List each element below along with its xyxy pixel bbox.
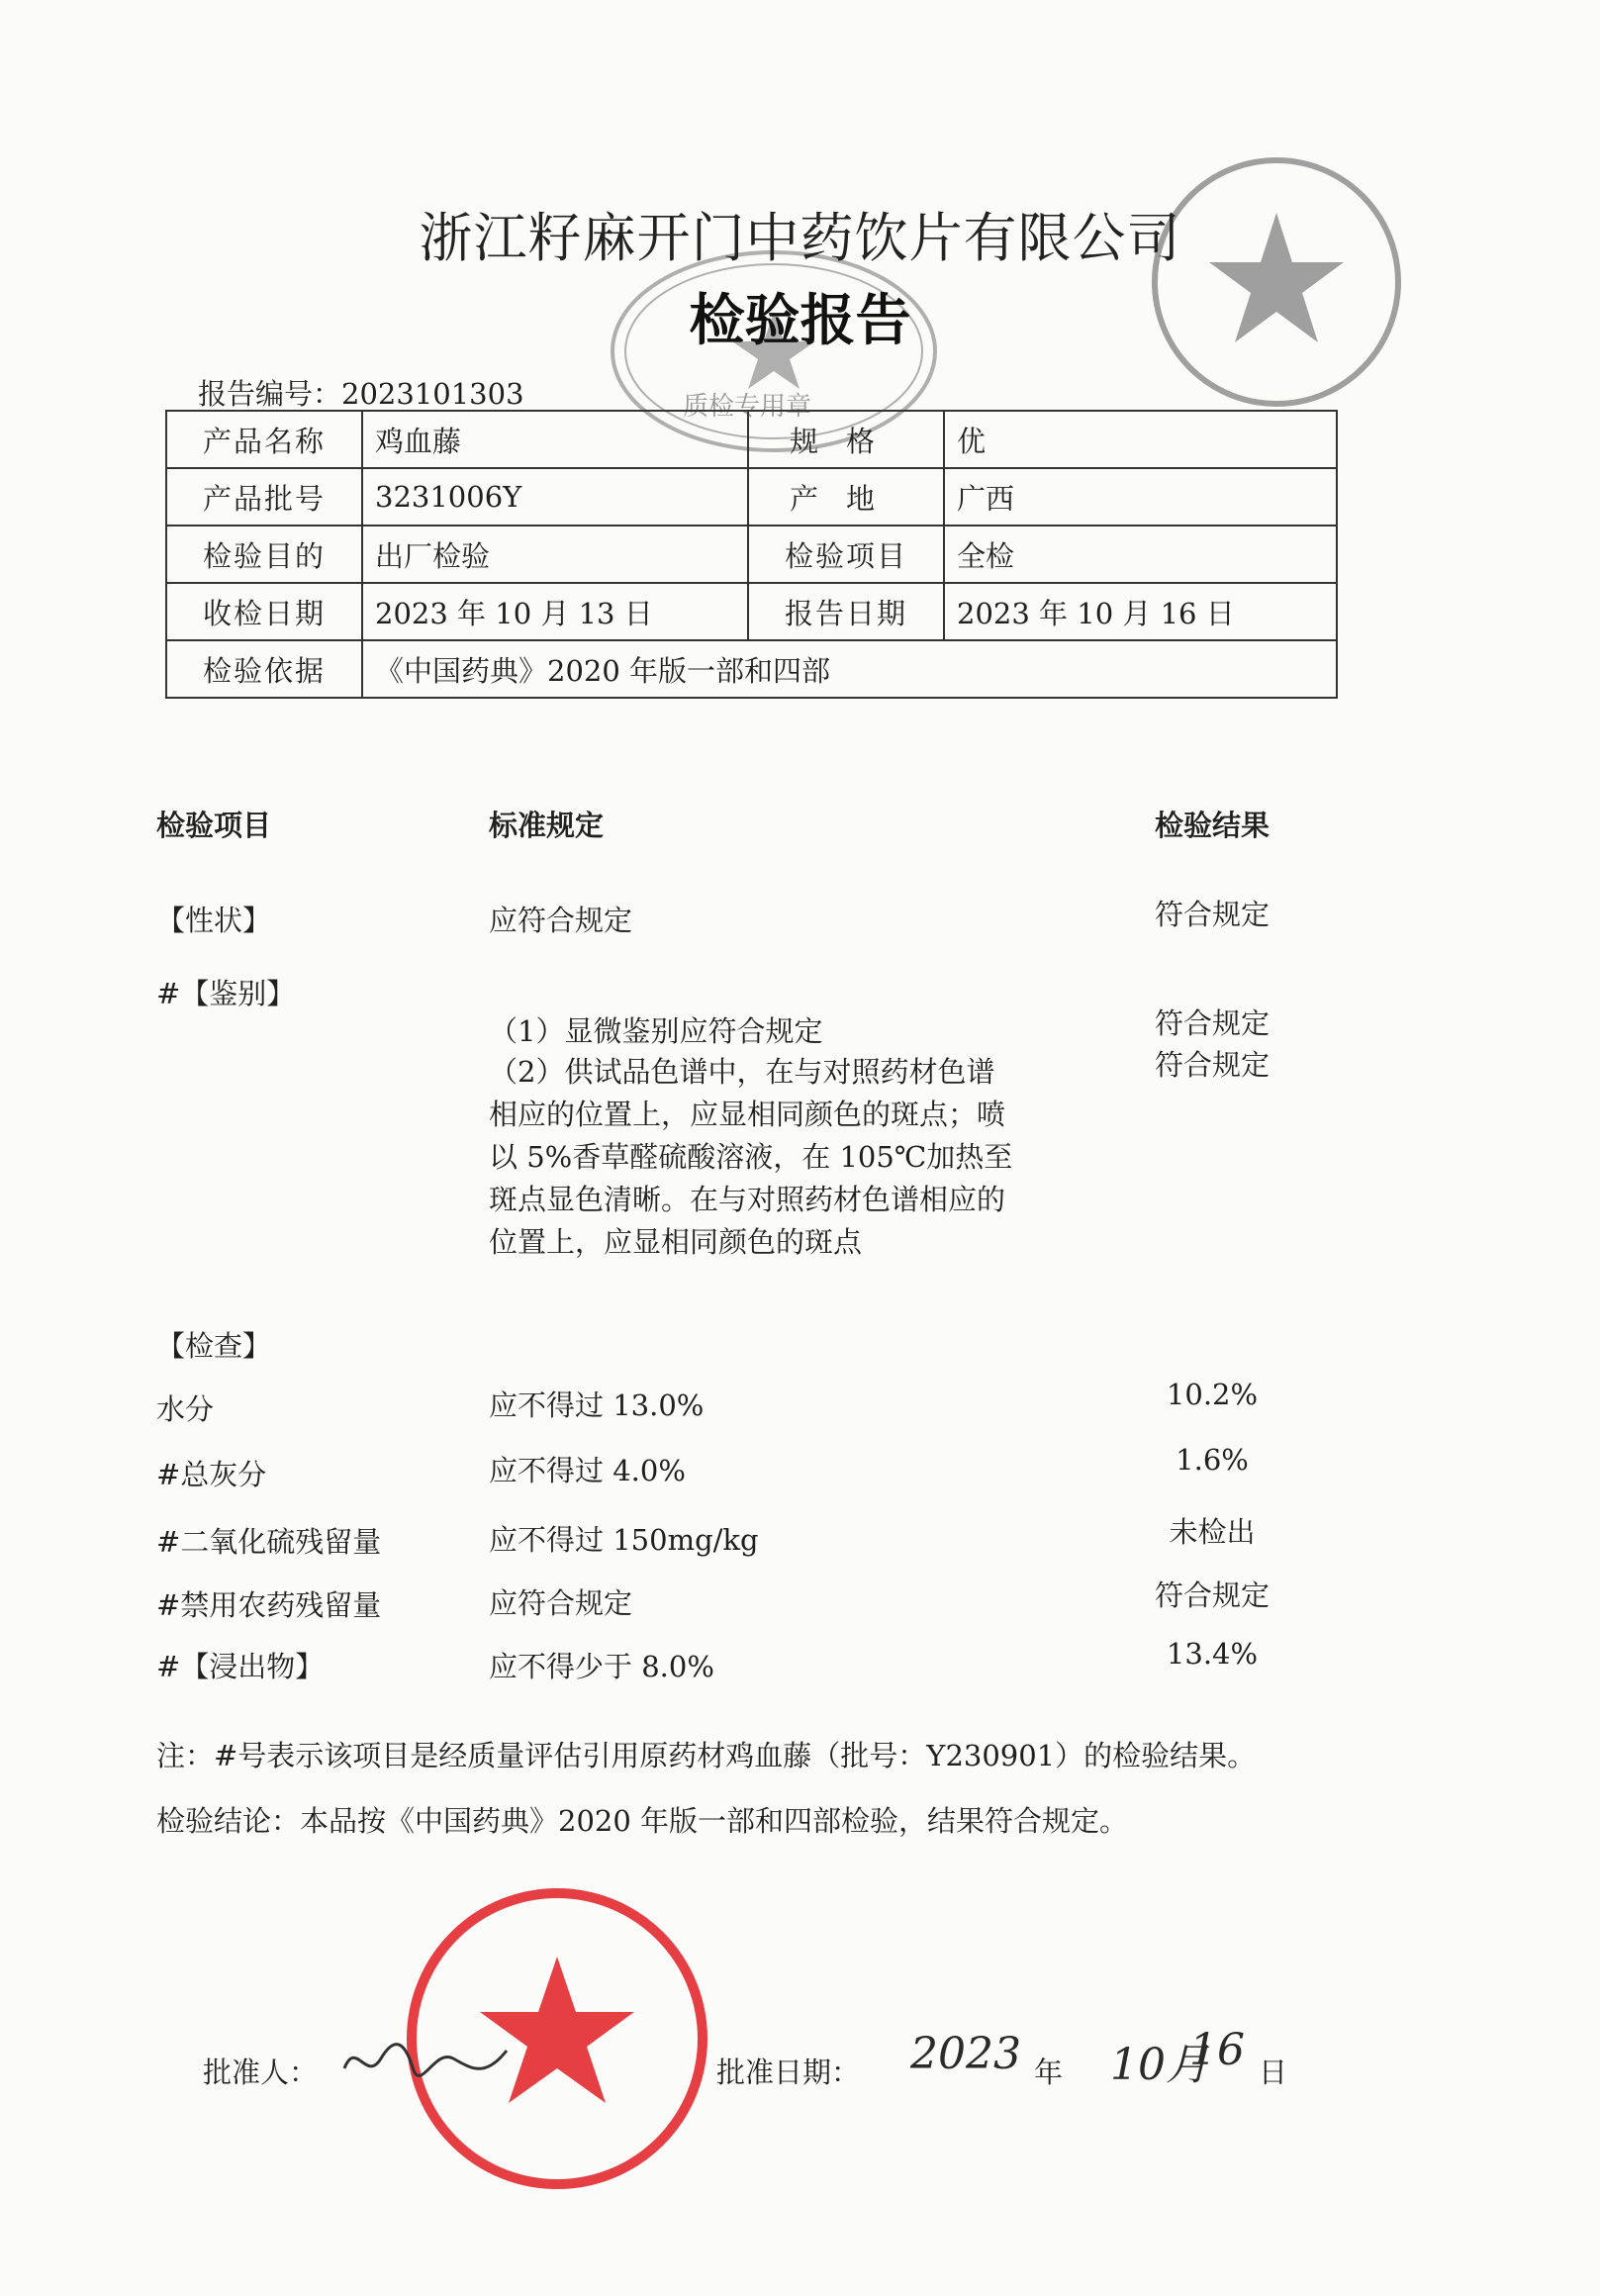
purpose-label: 检验目的 [166, 526, 362, 583]
extract-item: #【浸出物】 [156, 1650, 325, 1683]
report-number-value: 2023101303 [341, 377, 524, 411]
report-number [198, 372, 524, 413]
ash-standard: 应不得过 4.0% [489, 1454, 686, 1487]
table-row [166, 640, 1337, 698]
origin-label: 产地 [748, 468, 944, 526]
identification-result-2: 符合规定 [1154, 1048, 1270, 1082]
spec-value: 优 [944, 411, 1337, 468]
ash-result: 1.6% [1176, 1443, 1249, 1477]
basis-label: 检验依据 [166, 640, 362, 698]
report-date-value: 2023 年 10 月 16 日 [944, 583, 1337, 640]
moisture-item: 水分 [156, 1392, 215, 1426]
item-label: 检验项目 [748, 526, 944, 583]
item-value: 全检 [944, 526, 1337, 583]
col-header-item: 检验项目 [156, 809, 272, 842]
check-section-label: 【检查】 [156, 1329, 272, 1363]
approve-year: 2023 [910, 2029, 1021, 2079]
identification-result-1: 符合规定 [1154, 1006, 1270, 1040]
appearance-item: 【性状】 [156, 904, 272, 937]
origin-value: 广西 [944, 468, 1337, 526]
table-row [166, 526, 1337, 583]
basis-value: 《中国药典》2020 年版一部和四部 [362, 640, 1337, 698]
ash-item: #总灰分 [156, 1458, 267, 1491]
so2-standard: 应不得过 150mg/kg [489, 1523, 759, 1557]
approve-day: 16 [1189, 2025, 1245, 2075]
pesticide-standard: 应符合规定 [489, 1586, 633, 1620]
so2-item: #二氧化硫残留量 [156, 1525, 382, 1559]
qc-seal-text: 质检专用章 [683, 392, 812, 422]
product-name-value: 鸡血藤 [362, 411, 748, 468]
appearance-result: 符合规定 [1154, 898, 1270, 931]
batch-value: 3231006Y [362, 468, 748, 526]
purpose-value: 出厂检验 [362, 526, 748, 583]
company-name: 浙江籽麻开门中药饮片有限公司 [419, 207, 1181, 269]
table-row [166, 468, 1337, 526]
identification-standard-2: （2）供试品色谱中，在与对照药材色谱相应的位置上，应显相同颜色的斑点；喷以 5%香草醛硫酸溶液，在 105℃加热至斑点显色清晰。在与对照药材色谱相应的位置上，应显相同颜色的斑点 [489, 1055, 1013, 1259]
col-header-standard: 标准规定 [489, 809, 605, 842]
report-number-label: 报告编号： [198, 377, 342, 411]
info-table [165, 410, 1338, 699]
so2-result: 未检出 [1169, 1515, 1256, 1549]
approve-year-char: 年 [1034, 2056, 1064, 2089]
moisture-result: 10.2% [1166, 1378, 1259, 1411]
table-row [166, 411, 1337, 468]
moisture-standard: 应不得过 13.0% [489, 1388, 705, 1422]
table-row [166, 583, 1337, 640]
appearance-standard: 应符合规定 [489, 904, 633, 937]
receive-date-value: 2023 年 10 月 13 日 [362, 583, 748, 640]
product-name-label: 产品名称 [166, 411, 362, 468]
footnote: 注：#号表示该项目是经质量评估引用原药材鸡血藤（批号：Y230901）的检验结果。 [156, 1739, 1257, 1772]
extract-result: 13.4% [1166, 1637, 1259, 1671]
batch-label: 产品批号 [166, 468, 362, 526]
approve-month: 10月 [1110, 2040, 1209, 2090]
approver-label: 批准人： [203, 2056, 319, 2089]
identification-standard-1: （1）显微鉴别应符合规定 [489, 1014, 823, 1048]
approver-signature [336, 2029, 515, 2098]
approve-day-char: 日 [1259, 2056, 1288, 2089]
conclusion: 检验结论：本品按《中国药典》2020 年版一部和四部检验，结果符合规定。 [156, 1804, 1129, 1838]
receive-date-label: 收检日期 [166, 583, 362, 640]
col-header-result: 检验结果 [1154, 809, 1270, 842]
report-title: 检验报告 [689, 289, 911, 353]
identification-item: #【鉴别】 [156, 977, 296, 1010]
report-date-label: 报告日期 [748, 583, 944, 640]
extract-standard: 应不得少于 8.0% [489, 1650, 714, 1683]
approve-date-label: 批准日期： [716, 2056, 861, 2089]
spec-label: 规格 [748, 411, 944, 468]
pesticide-item: #禁用农药残留量 [156, 1588, 382, 1622]
pesticide-result: 符合规定 [1154, 1578, 1270, 1612]
